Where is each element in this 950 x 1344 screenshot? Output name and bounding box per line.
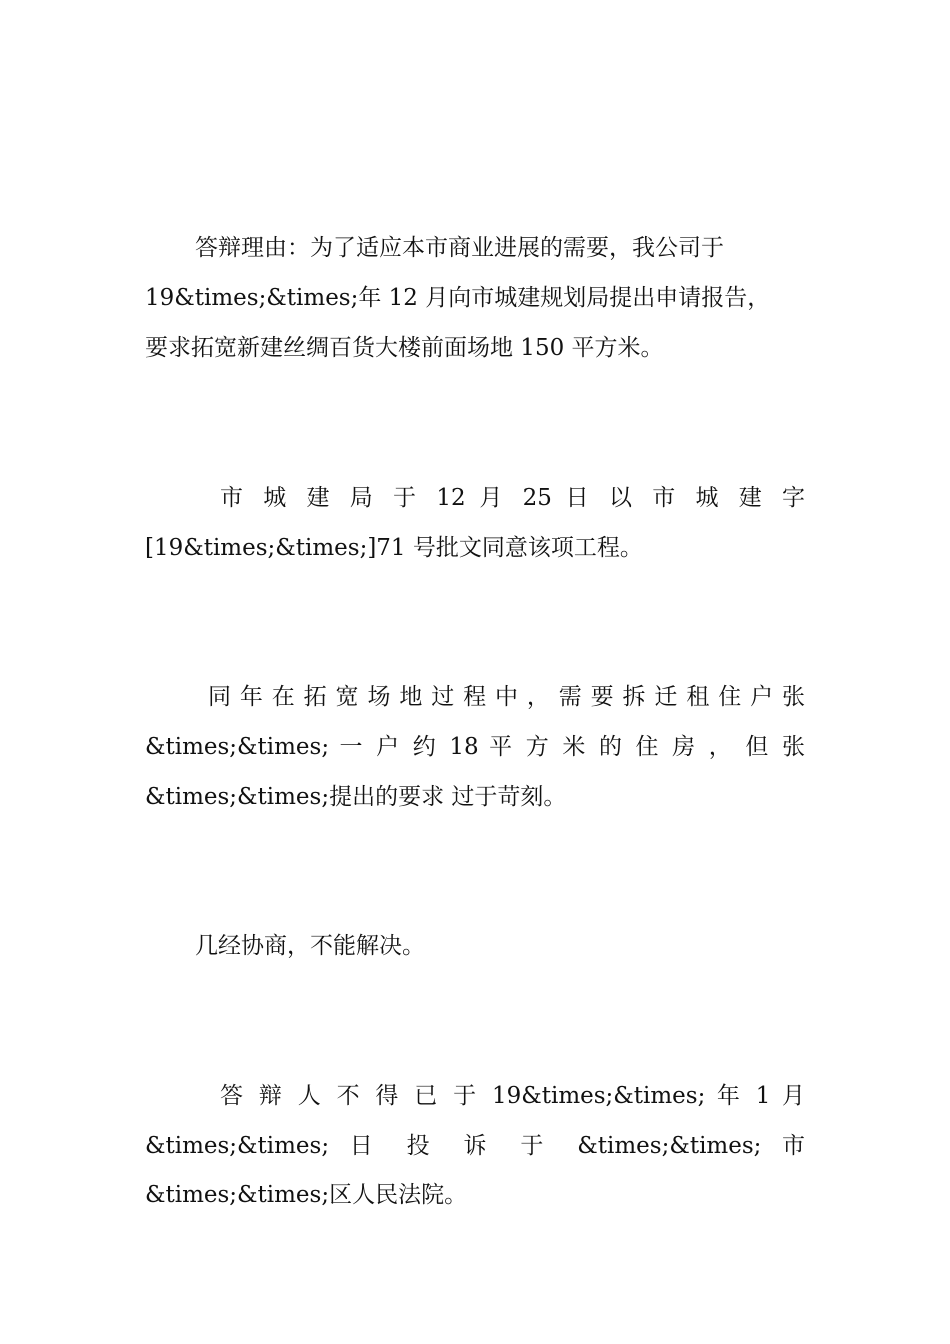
paragraph-2-line-2: [19&times;&times;]71 号批文同意该项工程。 [145, 535, 643, 561]
paragraph-5-line-3: &times;&times;区人民法院。 [145, 1182, 468, 1208]
paragraph-1-line-2: 19&times;&times;年 12 月向市城建规划局提出申请报告， [145, 285, 771, 311]
paragraph-1-line-1: 答辩理由：为了适应本市商业进展的需要，我公司于 [195, 235, 724, 261]
paragraph-5-line-1: 答 辩 人 不 得 已 于 19&times;&times; 年 1 月 [220, 1083, 805, 1109]
paragraph-1-line-3: 要求拓宽新建丝绸百货大楼前面场地 150 平方米。 [145, 335, 664, 361]
paragraph-5-line-2: &times;&times; 日 投 诉 于 &times;&times; 市 [145, 1133, 805, 1159]
paragraph-4-line-1: 几经协商，不能解决。 [195, 933, 425, 959]
paragraph-3-line-1: 同 年 在 拓 宽 场 地 过 程 中 ， 需 要 拆 迁 租 住 户 张 [208, 684, 805, 710]
paragraph-3-line-2: &times;&times; 一 户 约 18 平 方 米 的 住 房 ， 但 张 [145, 734, 805, 760]
paragraph-3-line-3: &times;&times;提出的要求 过于苛刻。 [145, 784, 567, 810]
paragraph-2-line-1: 市 城 建 局 于 12 月 25 日 以 市 城 建 字 [220, 485, 805, 511]
